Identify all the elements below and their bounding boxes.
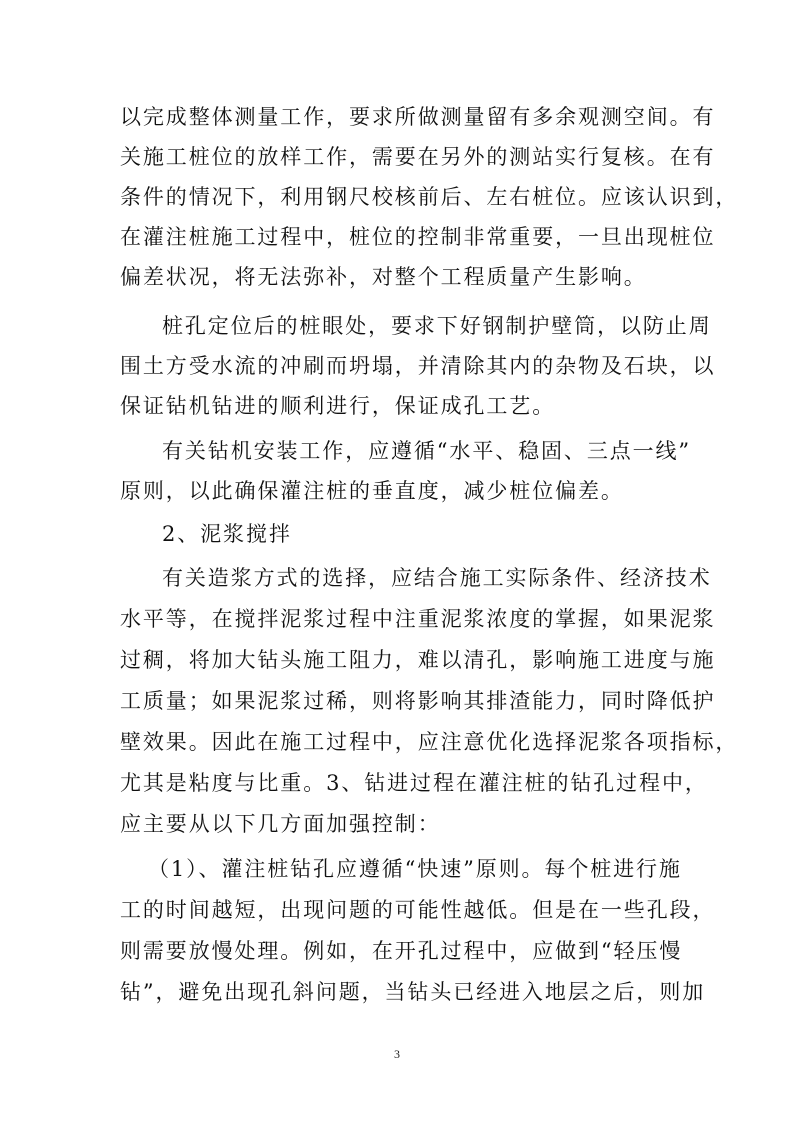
paragraph-line: 应主要从以下几方面加强控制：	[120, 812, 441, 836]
paragraph-line: 条件的情况下，利用钢尺校核前后、左右桩位。应该认识到，	[120, 185, 739, 209]
paragraph-line: 桩孔定位后的桩眼处，要求下好钢制护壁筒，以防止周	[162, 314, 712, 338]
paragraph-line: （1）、灌注桩钻孔应遵循“快速”原则。每个桩进行施	[148, 857, 682, 881]
section-heading: 2、泥浆搅拌	[162, 522, 292, 546]
paragraph-line: 在灌注桩施工过程中，桩位的控制非常重要，一旦出现桩位	[120, 225, 716, 249]
paragraph-line: 偏差状况，将无法弥补，对整个工程质量产生影响。	[120, 265, 647, 289]
paragraph-line: 尤其是粘度与比重。3、钻进过程在灌注桩的钻孔过程中，	[120, 771, 708, 795]
paragraph-line: 水平等，在搅拌泥浆过程中注重泥浆浓度的掌握，如果泥浆	[120, 607, 716, 631]
paragraph-line: 钻”，避免出现孔斜问题，当钻头已经进入地层之后，则加	[120, 980, 706, 1004]
paragraph-line: 以完成整体测量工作，要求所做测量留有多余观测空间。有	[120, 105, 716, 129]
paragraph-line: 有关钻机安装工作，应遵循“水平、稳固、三点一线”	[162, 439, 692, 463]
paragraph-line: 围土方受水流的冲刷而坍塌，并清除其内的杂物及石块，以	[120, 354, 716, 378]
paragraph-line: 壁效果。因此在施工过程中，应注意优化选择泥浆各项指标，	[120, 730, 739, 754]
paragraph-line: 关施工桩位的放样工作，需要在另外的测站实行复核。在有	[120, 145, 716, 169]
paragraph-line: 有关造浆方式的选择，应结合施工实际条件、经济技术	[162, 566, 712, 590]
paragraph-line: 过稠，将加大钻头施工阻力，难以清孔，影响施工进度与施	[120, 648, 716, 672]
paragraph-line: 则需要放慢处理。例如，在开孔过程中，应做到“轻压慢	[120, 939, 683, 963]
paragraph-line: 工的时间越短，出现问题的可能性越低。但是在一些孔段，	[120, 898, 716, 922]
page-number: 3	[394, 1047, 400, 1061]
paragraph-line: 原则，以此确保灌注桩的垂直度，减少桩位偏差。	[120, 479, 624, 503]
paragraph-line: 保证钻机钻进的顺利进行，保证成孔工艺。	[120, 394, 556, 418]
paragraph-line: 工质量；如果泥浆过稀，则将影响其排渣能力，同时降低护	[120, 689, 716, 713]
